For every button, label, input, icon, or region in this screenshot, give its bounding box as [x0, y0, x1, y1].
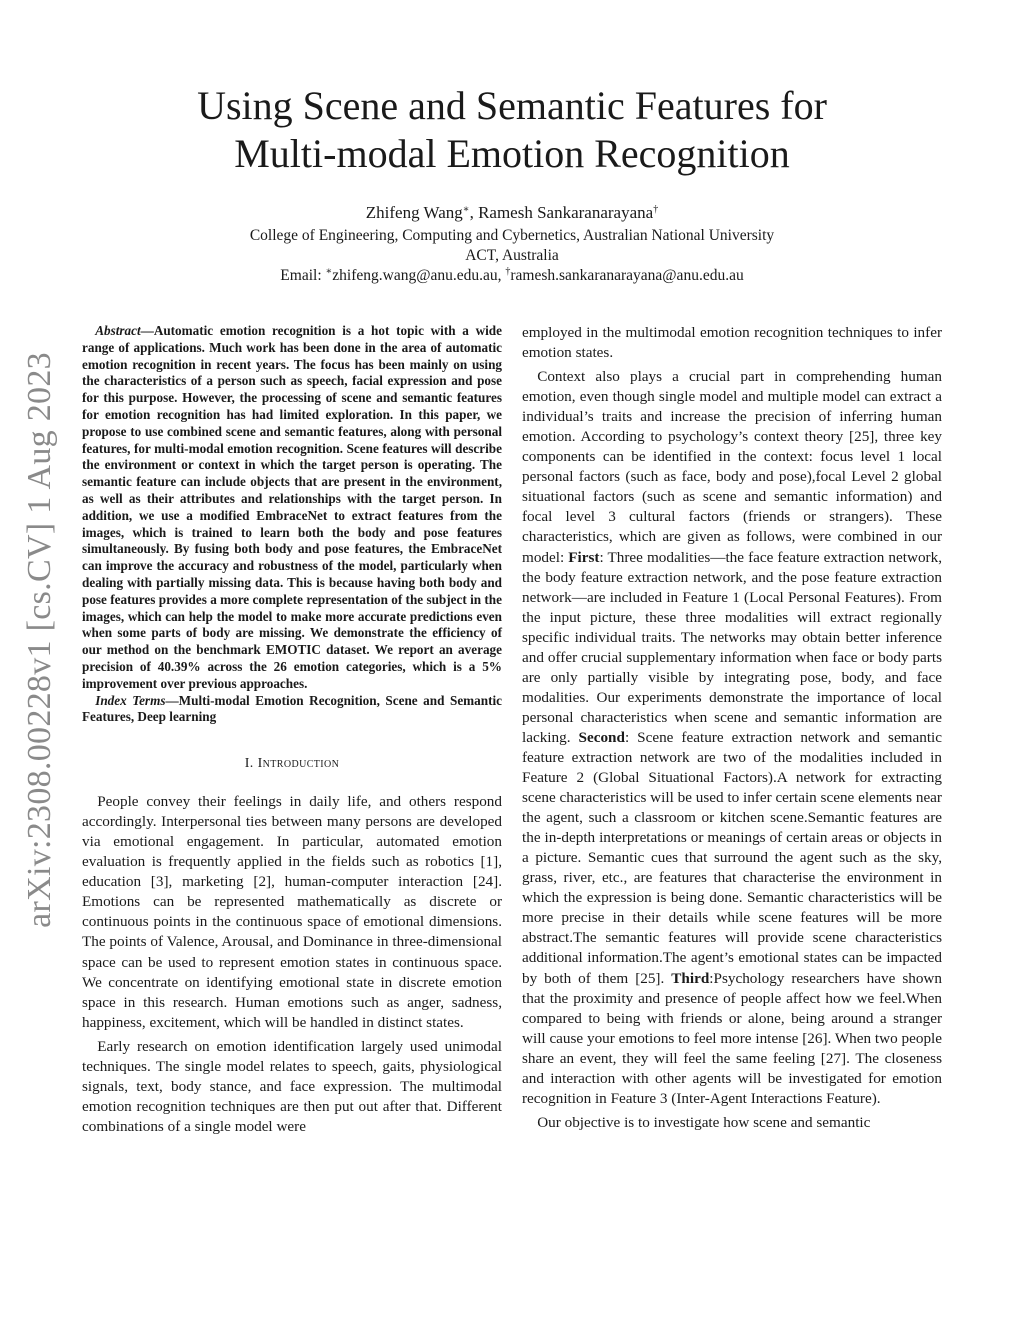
author-separator: , [469, 203, 479, 222]
email-2[interactable]: ramesh.sankaranarayana@anu.edu.au [510, 267, 744, 284]
arxiv-identifier: arXiv:2308.00228v1 [cs.CV] 1 Aug 2023 [21, 352, 58, 928]
context-text-a: Context also plays a crucial part in comprehending human emotion, even though single model and multiple model can extract a individual’s traits and increase the precision of inferring human emotion. According to psychology’s context theory [25], three key components can be identified in the context: focus level 1 local personal factors (such as face, body and pose),focal Level 2 global situational factors (such as scene and semantic information) and focal level 3 cultural factors (friends or strangers). These characteristics, which are given as follows, were combined in our model: [522, 368, 942, 566]
email-1[interactable]: zhifeng.wang@anu.edu.au, [332, 267, 506, 284]
email-2-mark: † [505, 266, 511, 277]
location: ACT, Australia [465, 247, 559, 264]
author-block [0, 201, 1024, 286]
left-column [82, 323, 502, 1137]
context-text-d: :Psychology researchers have shown that the proximity and presence of people affect how we feel.When compared to being with friends or alone, being around a stranger will cause your emotions to feel more intense [26]. When two people share an event, they will feel the same feeling [27]. The closeness and interaction with other agents will be investigated for emotion recognition in Feature 3 (Inter-Agent Interactions Feature). [522, 969, 942, 1107]
abstract-text: —Automatic emotion recognition is a hot topic with a wide range of applications. Much work has been done in the area of automatic emotion recognition in recent years. The focus has been mainly on using the characteristics of a person such as speech, facial expression and pose for this purpose. However, the processing of scene and semantic features for emotion recognition has had limited exploration. In this paper, we propose to use combined scene and semantic features, along with personal features, for multi-modal emotion recognition. Scene features will describe the environment or context in which the target person is operating. The semantic feature can include objects that are present in the environment, as well as their attributes and relationships with the target person. In addition, we use a modified EmbraceNet to extract features from the images, which is trained to learn both the body and pose features simultaneously. By fusing both body and pose features, the EmbraceNet can improve the accuracy and robustness of the model, particularly when dealing with partially missing data. This is because having both body and pose features provides a more complete representation of the subject in the images, which can help the model to make more accurate predictions even when some parts of body are missing. We demonstrate the efficiency of our method on the benchmark EMOTIC dataset. We report an average precision of 40.39% across the 26 emotion categories, which is a 5% improvement over previous approaches. [82, 323, 502, 691]
abstract-lead: Abstract [95, 323, 141, 338]
context-text-c: : Scene feature extraction network and semantic feature extraction network are two of the modalities included in Feature 2 (Global Situational Factors).A network for extracting scene characteristics will be used to infer certain scene elements near the agent, such a classroom or kitchen scene.Semantic features are the in-depth interpretations or meanings of certain areas or objects in a picture. Semantic cues that surround the agent such as the sky, grass, river, etc., are features that characterise the environment in which the expression is being done. Semantic characteristics will be more precise in their details while scene features will be more abstract.The semantic features will provide scene characteristics additional information.The agent’s emotional states can be impacted by both of them [25]. [522, 728, 943, 987]
author-1-mark: ∗ [462, 204, 470, 215]
affiliation: College of Engineering, Computing and Cybernetics, Australian National University [249, 227, 775, 244]
section-title: Introduction [257, 756, 340, 772]
section-heading [82, 756, 502, 772]
author-1: Zhifeng Wang [365, 203, 463, 222]
email-label: Email: [280, 267, 326, 284]
abstract [82, 323, 502, 693]
first-label: First [568, 548, 600, 566]
right-paragraph-objective: Our objective is to investigate how scene and semantic [537, 1113, 871, 1131]
context-text-b: : Three modalities—the face feature extraction network, the body feature extraction network, and the pose feature extraction network—are included in Feature 1 (Local Personal Features). From the input picture, these three modalities will extract regionally specific individual traits. The networks may obtain better inference and offer crucial supplementary information when face or body parts are only partially visible by integrating pose, body, and face modalities. Our experiments demonstrate the importance of local personal characteristics when scene and semantic information are lacking. [522, 548, 942, 746]
title-line-2: Multi-modal Emotion Recognition [234, 131, 790, 176]
section-number: I. [244, 756, 258, 772]
index-terms-text: —Multi-modal Emotion Recognition, Scene and Semantic Features, Deep learning [82, 692, 502, 725]
email-1-mark: ∗ [325, 266, 333, 277]
title-line-1: Using Scene and Semantic Features for [197, 83, 827, 128]
right-column [522, 323, 942, 1133]
right-paragraph-continued: employed in the multimodal emotion recognition techniques to infer emotion states. [522, 324, 942, 362]
index-terms-lead: Index Terms [95, 692, 166, 708]
email-line [0, 266, 1024, 286]
intro-paragraph-1: People convey their feelings in daily life, and others respond accordingly. Interpersonal ties between many persons are developed via emotional engagement. In particular, automated emotion evaluation is frequently applied in the fields such as robotics [1], education [3], marketing [2], human-computer interaction [24]. Emotions can be represented mathematically as discrete or continuous points in the continuous space of emotional dimensions. The points of Valence, Arousal, and Dominance in three-dimensional space can be used to represent emotion states in continuous space. We concentrate on identifying emotional state in discrete emotion space in this research. Human emotions such as anger, sadness, happiness, excitement, which will be handled in distinct states. [82, 793, 502, 1031]
intro-paragraph-2: Early research on emotion identification largely used unimodal techniques. The single model relates to speech, gaits, physiological signals, text, body stance, and face expression. The multimodal emotion recognition techniques are then put out after that. Different combinations of a single model were [82, 1037, 502, 1135]
right-paragraph-context [522, 367, 942, 1109]
index-terms [82, 693, 502, 727]
paper-title [0, 82, 1024, 178]
author-names [0, 201, 1024, 225]
second-label: Second [578, 728, 625, 746]
third-label: Third [671, 969, 710, 987]
author-2: Ramesh Sankaranarayana [478, 203, 654, 222]
author-2-mark: † [653, 204, 659, 215]
